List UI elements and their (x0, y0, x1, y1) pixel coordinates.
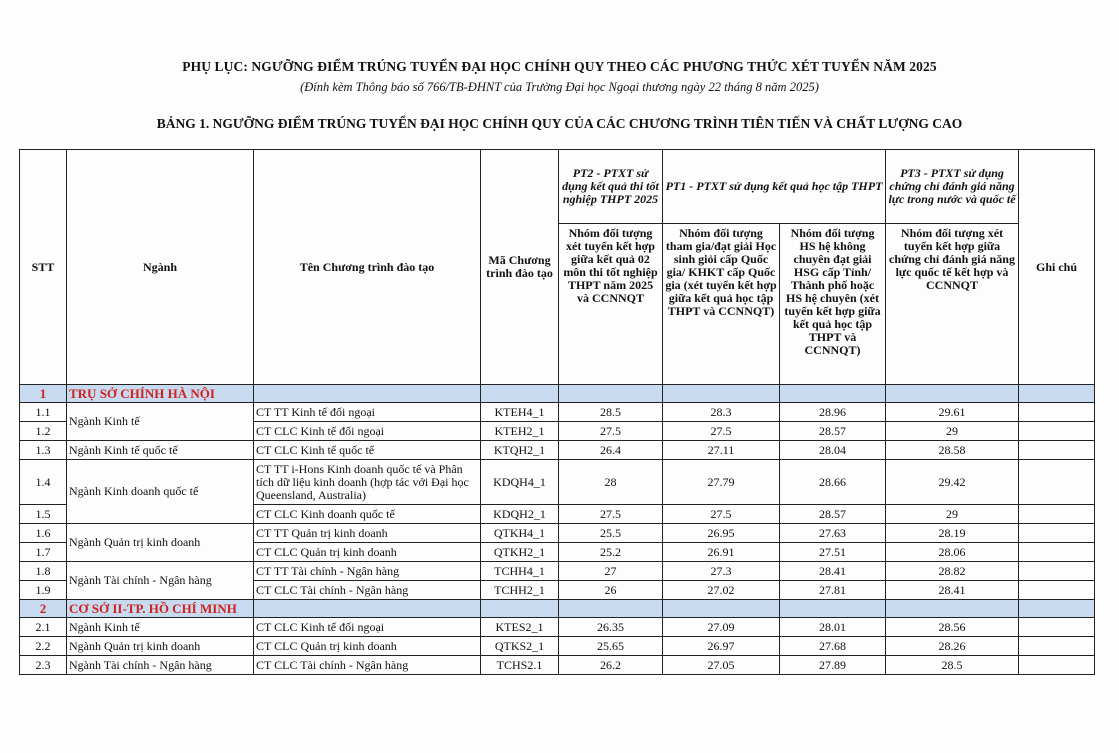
section-name: CƠ SỞ II-TP. HỒ CHÍ MINH (67, 600, 254, 618)
document-subtitle: (Đính kèm Thông báo số 766/TB-ĐHNT của Trường Đại học Ngoại thương ngày 22 tháng 8 năm 2025) (300, 80, 819, 94)
score-pt1-b: 27.68 (780, 637, 886, 656)
program-name: CT CLC Tài chính - Ngân hàng (254, 581, 481, 600)
row-number: 1.7 (20, 543, 67, 562)
score-pt1-b: 28.04 (780, 441, 886, 460)
program-code: TCHS2.1 (481, 656, 559, 675)
admission-score-table (19, 149, 1095, 675)
major-name: Ngành Quản trị kinh doanh (67, 524, 254, 562)
header-pt3: PT3 - PTXT sử dụng chứng chỉ đánh giá năng lực trong nước và quốc tế (886, 150, 1019, 224)
section-empty-cell (559, 600, 663, 618)
score-pt1-a: 27.3 (663, 562, 780, 581)
score-pt3: 29.42 (886, 460, 1019, 505)
program-code: KTEH2_1 (481, 422, 559, 441)
score-pt1-b: 27.81 (780, 581, 886, 600)
section-empty-cell (254, 385, 481, 403)
program-name: CT CLC Quản trị kinh doanh (254, 637, 481, 656)
section-empty-cell (1019, 385, 1095, 403)
score-pt3: 28.56 (886, 618, 1019, 637)
table-row (20, 441, 1095, 460)
section-empty-cell (780, 600, 886, 618)
score-pt2: 25.65 (559, 637, 663, 656)
score-pt1-a: 26.97 (663, 637, 780, 656)
score-pt1-a: 27.79 (663, 460, 780, 505)
program-name: CT CLC Tài chính - Ngân hàng (254, 656, 481, 675)
section-number: 1 (20, 385, 67, 403)
section-name: TRỤ SỞ CHÍNH HÀ NỘI (67, 385, 254, 403)
score-pt3: 28.5 (886, 656, 1019, 675)
row-number: 1.4 (20, 460, 67, 505)
row-number: 1.5 (20, 505, 67, 524)
score-pt1-b: 28.57 (780, 505, 886, 524)
score-pt3: 28.06 (886, 543, 1019, 562)
major-name: Ngành Kinh tế (67, 403, 254, 441)
row-number: 1.9 (20, 581, 67, 600)
header-pt1-group-b: Nhóm đối tượng HS hệ không chuyên đạt giải HSG cấp Tỉnh/ Thành phố hoặc HS hệ chuyên (xét tuyển kết hợp giữa kết quả học tập THPT và CCNNQT) (780, 224, 886, 385)
row-number: 2.1 (20, 618, 67, 637)
score-pt1-b: 28.96 (780, 403, 886, 422)
table-row (20, 403, 1095, 422)
score-pt1-a: 27.05 (663, 656, 780, 675)
score-pt1-b: 27.89 (780, 656, 886, 675)
header-stt: STT (20, 150, 67, 385)
table-row (20, 460, 1095, 505)
score-pt2: 27.5 (559, 505, 663, 524)
section-row (20, 385, 1095, 403)
header-code: Mã Chương trình đào tạo (481, 150, 559, 385)
major-name: Ngành Tài chính - Ngân hàng (67, 656, 254, 675)
notes-cell (1019, 403, 1095, 422)
table-row (20, 562, 1095, 581)
table-row (20, 656, 1095, 675)
row-number: 2.2 (20, 637, 67, 656)
notes-cell (1019, 618, 1095, 637)
major-name: Ngành Quản trị kinh doanh (67, 637, 254, 656)
score-pt1-a: 26.95 (663, 524, 780, 543)
score-pt3: 29 (886, 505, 1019, 524)
score-pt1-a: 27.09 (663, 618, 780, 637)
score-pt2: 26.4 (559, 441, 663, 460)
header-pt2: PT2 - PTXT sử dụng kết quả thi tốt nghiệp THPT 2025 (559, 150, 663, 224)
score-pt2: 28 (559, 460, 663, 505)
notes-cell (1019, 656, 1095, 675)
header-pt1-group-a: Nhóm đối tượng tham gia/đạt giải Học sinh giỏi cấp Quốc gia/ KHKT cấp Quốc gia (xét tuyển kết hợp giữa kết quả học tập THPT và CCNNQT) (663, 224, 780, 385)
score-pt2: 26.35 (559, 618, 663, 637)
notes-cell (1019, 581, 1095, 600)
score-pt1-a: 28.3 (663, 403, 780, 422)
program-code: QTKS2_1 (481, 637, 559, 656)
program-code: KTES2_1 (481, 618, 559, 637)
header-pt3-group: Nhóm đối tượng xét tuyển kết hợp giữa chứng chỉ đánh giá năng lực quốc tế kết hợp và CCNNQT (886, 224, 1019, 385)
score-pt3: 28.41 (886, 581, 1019, 600)
score-pt3: 28.58 (886, 441, 1019, 460)
score-pt1-b: 27.51 (780, 543, 886, 562)
row-number: 1.2 (20, 422, 67, 441)
notes-cell (1019, 562, 1095, 581)
program-code: QTKH2_1 (481, 543, 559, 562)
score-pt1-a: 27.5 (663, 505, 780, 524)
score-pt1-b: 28.01 (780, 618, 886, 637)
header-nganh: Ngành (67, 150, 254, 385)
score-pt3: 28.82 (886, 562, 1019, 581)
section-empty-cell (559, 385, 663, 403)
score-pt1-b: 28.66 (780, 460, 886, 505)
row-number: 1.1 (20, 403, 67, 422)
program-name: CT TT Quản trị kinh doanh (254, 524, 481, 543)
header-notes: Ghi chú (1019, 150, 1095, 385)
score-pt2: 27 (559, 562, 663, 581)
program-code: TCHH2_1 (481, 581, 559, 600)
notes-cell (1019, 543, 1095, 562)
score-pt3: 29 (886, 422, 1019, 441)
row-number: 2.3 (20, 656, 67, 675)
score-pt1-b: 28.57 (780, 422, 886, 441)
program-name: CT CLC Kinh tế đối ngoại (254, 422, 481, 441)
section-empty-cell (663, 600, 780, 618)
score-pt2: 25.2 (559, 543, 663, 562)
row-number: 1.8 (20, 562, 67, 581)
score-pt2: 28.5 (559, 403, 663, 422)
header-pt1: PT1 - PTXT sử dụng kết quả học tập THPT (663, 150, 886, 224)
major-name: Ngành Kinh doanh quốc tế (67, 460, 254, 524)
section-empty-cell (481, 600, 559, 618)
section-empty-cell (886, 600, 1019, 618)
header-pt2-group: Nhóm đối tượng xét tuyển kết hợp giữa kết quả 02 môn thi tốt nghiệp THPT năm 2025 và CCNNQT (559, 224, 663, 385)
major-name: Ngành Kinh tế quốc tế (67, 441, 254, 460)
score-pt3: 28.26 (886, 637, 1019, 656)
score-pt1-a: 26.91 (663, 543, 780, 562)
table-row (20, 618, 1095, 637)
table-body (20, 385, 1095, 675)
section-empty-cell (663, 385, 780, 403)
section-empty-cell (254, 600, 481, 618)
score-pt2: 25.5 (559, 524, 663, 543)
score-pt2: 26 (559, 581, 663, 600)
section-empty-cell (481, 385, 559, 403)
score-pt1-a: 27.02 (663, 581, 780, 600)
table-title: BẢNG 1. NGƯỠNG ĐIỂM TRÚNG TUYỂN ĐẠI HỌC CHÍNH QUY CỦA CÁC CHƯƠNG TRÌNH TIÊN TIẾN VÀ CHẤT LƯỢNG CAO (156, 116, 963, 131)
score-pt1-a: 27.5 (663, 422, 780, 441)
header-program: Tên Chương trình đào tạo (254, 150, 481, 385)
notes-cell (1019, 422, 1095, 441)
table-row (20, 524, 1095, 543)
score-pt2: 27.5 (559, 422, 663, 441)
program-code: KTEH4_1 (481, 403, 559, 422)
notes-cell (1019, 460, 1095, 505)
section-empty-cell (780, 385, 886, 403)
section-empty-cell (1019, 600, 1095, 618)
program-name: CT TT Tài chính - Ngân hàng (254, 562, 481, 581)
program-code: KDQH4_1 (481, 460, 559, 505)
score-pt3: 29.61 (886, 403, 1019, 422)
program-name: CT CLC Kinh tế đối ngoại (254, 618, 481, 637)
program-name: CT CLC Kinh tế quốc tế (254, 441, 481, 460)
program-name: CT TT Kinh tế đối ngoại (254, 403, 481, 422)
document-title: PHỤ LỤC: NGƯỠNG ĐIỂM TRÚNG TUYỂN ĐẠI HỌC CHÍNH QUY THEO CÁC PHƯƠNG THỨC XÉT TUYỂN NĂM 2025 (182, 59, 937, 74)
score-pt2: 26.2 (559, 656, 663, 675)
notes-cell (1019, 637, 1095, 656)
notes-cell (1019, 524, 1095, 543)
program-code: KTQH2_1 (481, 441, 559, 460)
table-row (20, 637, 1095, 656)
major-name: Ngành Kinh tế (67, 618, 254, 637)
score-pt1-b: 28.41 (780, 562, 886, 581)
section-row (20, 600, 1095, 618)
section-empty-cell (886, 385, 1019, 403)
row-number: 1.3 (20, 441, 67, 460)
program-name: CT CLC Quản trị kinh doanh (254, 543, 481, 562)
program-code: KDQH2_1 (481, 505, 559, 524)
program-name: CT TT i-Hons Kinh doanh quốc tế và Phân tích dữ liệu kinh doanh (hợp tác với Đại học Queensland, Australia) (254, 460, 481, 505)
score-pt1-b: 27.63 (780, 524, 886, 543)
row-number: 1.6 (20, 524, 67, 543)
section-number: 2 (20, 600, 67, 618)
notes-cell (1019, 441, 1095, 460)
program-code: TCHH4_1 (481, 562, 559, 581)
major-name: Ngành Tài chính - Ngân hàng (67, 562, 254, 600)
program-code: QTKH4_1 (481, 524, 559, 543)
program-name: CT CLC Kinh doanh quốc tế (254, 505, 481, 524)
notes-cell (1019, 505, 1095, 524)
score-pt1-a: 27.11 (663, 441, 780, 460)
score-pt3: 28.19 (886, 524, 1019, 543)
